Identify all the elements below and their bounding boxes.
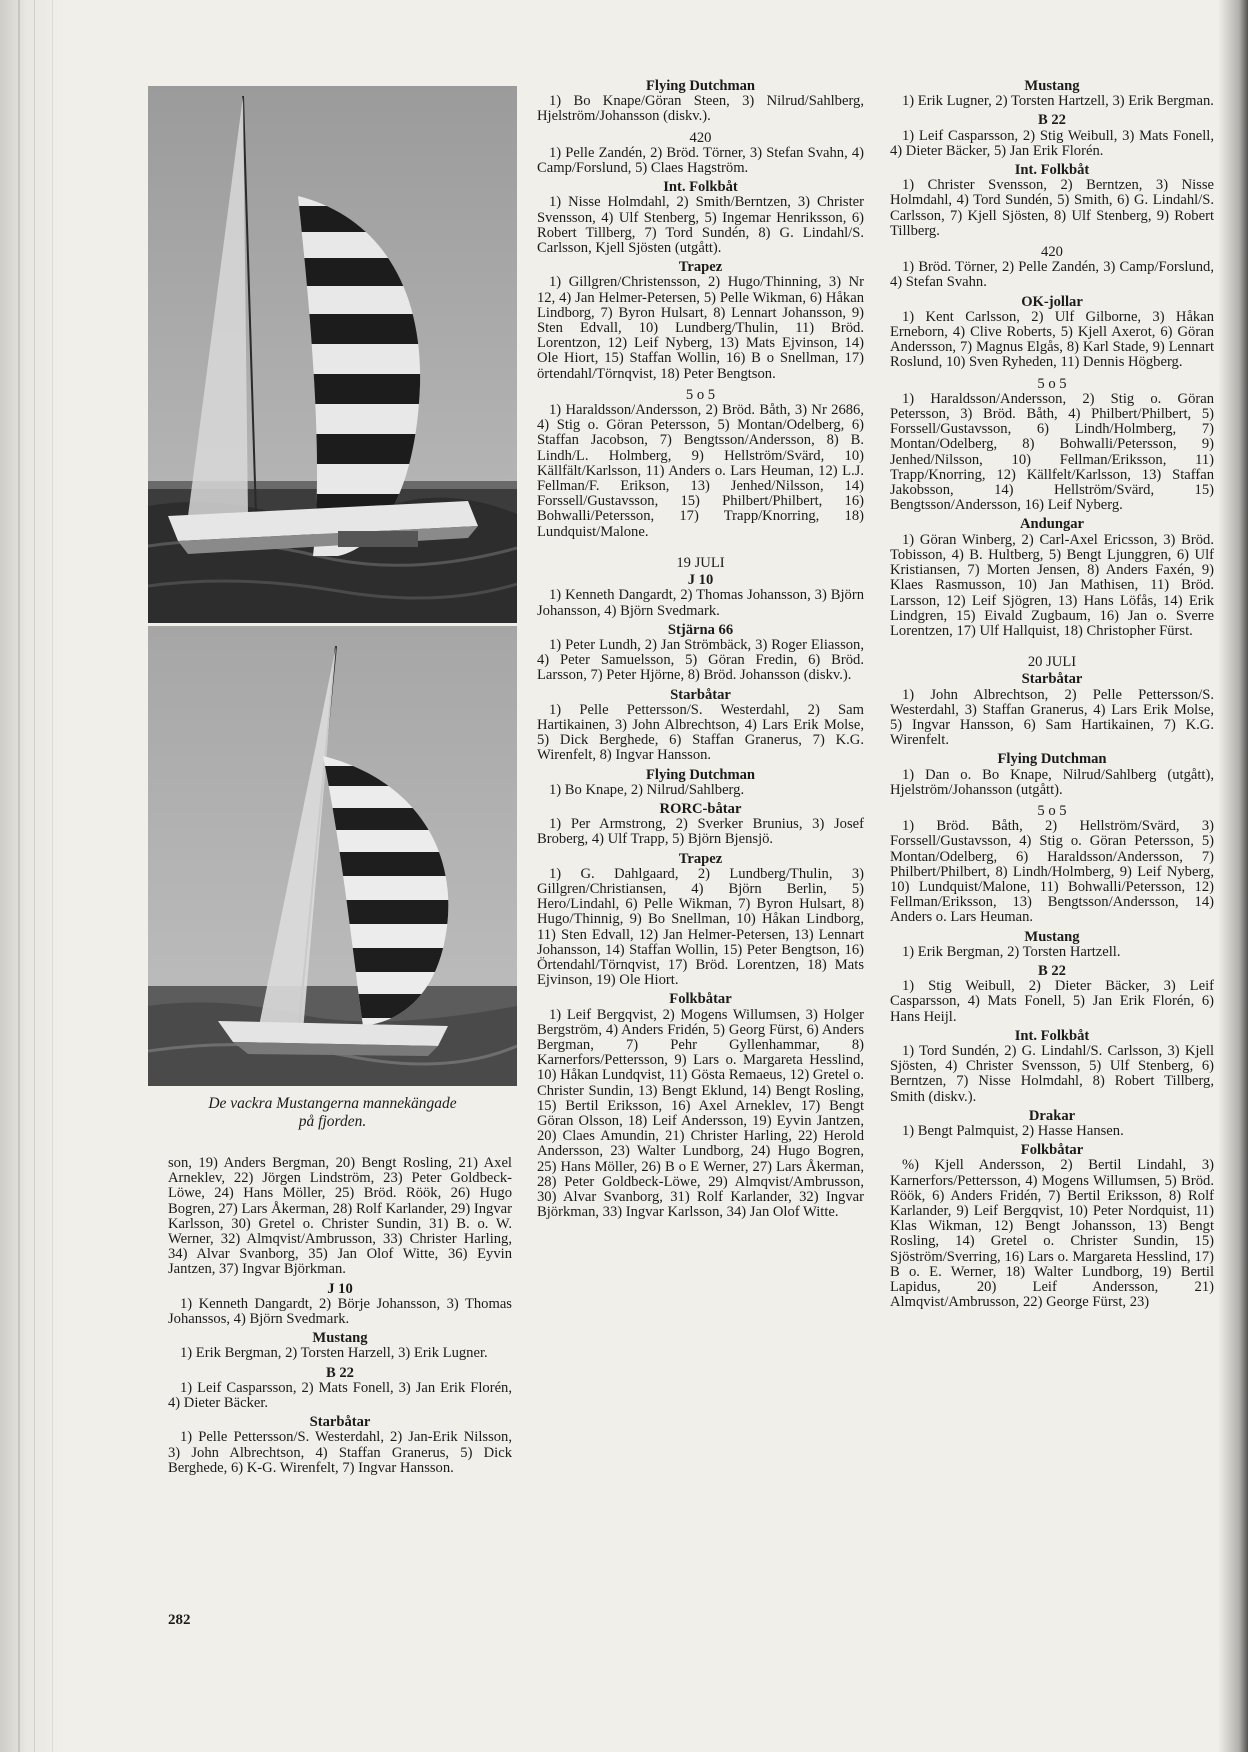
results-paragraph: 1) Peter Lundh, 2) Jan Strömbäck, 3) Roger Eliasson, 4) Peter Samuelsson, 5) Göran Fredin, 6) Bröd. Larsson, 7) Peter Hjörne, 8) Bröd. Johansson (diskv.). [537, 636, 864, 684]
results-paragraph: 1) Gillgren/Christensson, 2) Hugo/Thinning, 3) Nr 12, 4) Jan Helmer-Petersen, 5) Pelle Wikman, 6) Håkan Lindborg, 7) Byron Hulsart, 8) Lennart Johansson, 9) Sten Edvall, 10) Lundberg/Thulin, 11) Bröd. Lorentzon, 12) Leif Nyberg, 13) Mats Ejvinson, 14) Ole Hiort, 15) Staffan Wollin, 16) B o Snellman, 17) örtendahl/Törnqvist, 18) Peter Bengtson. [537, 274, 864, 382]
results-paragraph: 1) Per Armstrong, 2) Sverker Brunius, 3) Josef Broberg, 4) Ulf Trapp, 5) Björn Bjensjö. [537, 816, 864, 848]
results-paragraph: 1) Erik Bergman, 2) Torsten Harzell, 3) Erik Lugner. [180, 1345, 488, 1362]
class-heading: 420 [1041, 244, 1063, 261]
results-paragraph: 1) Bröd. Båth, 2) Hellström/Svärd, 3) Forssell/Gustavsson, 4) Stig o. Göran Petersson, 5) Montan/Odelberg, 6) Haraldsson/Andersson, 7) Philbert/Philbert, 8) Lindh/Holmberg, 9) Leif Nyberg, 10) Lundquist/Malone, 11) Bohwalli/Petersson, 12) Fellman/Eriksson, 13) Bengtsson/Andersson, 14) Anders o. Lars Heuman. [890, 818, 1214, 926]
photo-mustang-spinnaker-bottom [148, 626, 517, 1086]
results-paragraph: 1) Bengt Palmquist, 2) Hasse Hansen. [902, 1123, 1124, 1139]
class-heading: Int. Folkbåt [663, 179, 738, 196]
class-heading: Trapez [678, 850, 723, 867]
results-paragraph: 1) Bo Knape, 2) Nilrud/Sahlberg. [549, 781, 745, 798]
results-paragraph: 1) Bröd. Törner, 2) Pelle Zandén, 3) Camp/Forslund, 4) Stefan Svahn. [890, 259, 1214, 291]
page-number: 282 [168, 1612, 191, 1628]
class-heading: B 22 [1038, 112, 1066, 129]
photo-mustang-spinnaker-top [148, 86, 517, 623]
text-column-1 [168, 1156, 512, 1480]
page-edge-shadow [1218, 0, 1248, 1752]
text-column-3 [890, 77, 1214, 1314]
class-heading: Flying Dutchman [645, 766, 756, 783]
class-heading: OK-jollar [1021, 293, 1083, 310]
results-paragraph: 1) Kenneth Dangardt, 2) Börje Johansson, 3) Thomas Johanssos, 4) Björn Svedmark. [168, 1295, 512, 1328]
class-heading: Drakar [1028, 1107, 1076, 1124]
results-paragraph: 1) Leif Bergqvist, 2) Mogens Willumsen, 3) Holger Bergström, 4) Anders Fridén, 5) Georg Fürst, 6) Anders Bergman, 7) Pehr Gyllenhammar, 8) Karnerfors/Pettersson, 9) Lars o. Margareta Hesslind, 10) Håkan Lundqvist, 11) Gösta Remaeus, 12) Gretel o. Christer Sundin, 13) Bengt Eklund, 14) Bengt Rosling, 15) Bertil Eriksson, 16) Axel Arneklev, 17) Bengt Göran Olsson, 18) Leif Andersson, 19) Eyvin Jantzen, 20) Claes Amundin, 21) Christer Harling, 22) Herold Andersson, 23) Walter Lundborg, 24) Hugo Bogren, 25) Hans Möller, 26) B o E Werner, 27) Lars Åkerman, 28) Peter Goldbeck-Löwe, 29) Almqvist/Ambrusson, 30) Alvar Svanborg, 31) Rolf Karlander, 32) Ingvar Björkman, 33) Ingvar Karlsson, 34) Jan Olof Witte. [537, 1006, 864, 1221]
class-heading: RORC-båtar [659, 800, 742, 817]
class-heading: Starbåtar [670, 686, 731, 703]
class-heading: Flying Dutchman [997, 751, 1107, 768]
results-paragraph: 1) Leif Casparsson, 2) Mats Fonell, 3) Jan Erik Florén, 4) Dieter Bäcker. [168, 1379, 512, 1412]
class-heading: 5 o 5 [1037, 375, 1067, 392]
results-paragraph: 1) Leif Casparsson, 2) Stig Weibull, 3) Mats Fonell, 4) Dieter Bäcker, 5) Jan Erik Florén. [890, 127, 1214, 159]
caption-line-2: på fjorden. [298, 1113, 367, 1130]
results-paragraph: 1) Bo Knape/Göran Steen, 3) Nilrud/Sahlberg, Hjelström/Johansson (diskv.). [537, 93, 864, 125]
results-paragraph: 1) Erik Bergman, 2) Torsten Hartzell. [902, 943, 1121, 960]
results-paragraph: 1) Pelle Pettersson/S. Westerdahl, 2) Jan-Erik Nilsson, 3) John Albrechtson, 4) Staffan Granerus, 5) Dick Berghede, 6) K-G. Wirenfelt, 7) Ingvar Hansson. [168, 1429, 512, 1476]
results-paragraph: son, 19) Anders Bergman, 20) Bengt Rosling, 21) Axel Arneklev, 22) Jörgen Lindström, 23) Peter Goldbeck-Löwe, 24) Hans Möller, 25) Bröd. Röök, 26) Hugo Bogren, 27) Lars Åkerman, 28) Rolf Karlander, 29) Ingvar Karlsson, 30) Gretel o. Christer Sundin, 31) B. o. W. Werner, 32) Almqvist/Ambrusson, 33) Christer Harling, 34) Alvar Svanborg, 35) Jan Olof Witte, 36) Eyvin Jantzen, 37) Ingvar Björkman. [168, 1155, 512, 1278]
class-heading: J 10 [327, 1280, 353, 1297]
results-paragraph: 1) Dan o. Bo Knape, Nilrud/Sahlberg (utgått), Hjelström/Johansson (utgått). [890, 766, 1214, 798]
results-paragraph: 1) Nisse Holmdahl, 2) Smith/Berntzen, 3) Christer Svensson, 4) Ulf Stenberg, 5) Ingemar Henriksson, 6) Robert Tillberg, 7) Tord Sundén, 8) G. Lindahl/S. Carlsson, Kjell Sjösten (utgått). [537, 194, 864, 257]
caption-line-1: De vackra Mustangerna mannekängade [208, 1095, 457, 1112]
class-heading: 5 o 5 [685, 386, 716, 403]
results-paragraph: 1) John Albrechtson, 2) Pelle Pettersson/S. Westerdahl, 3) Staffan Granerus, 4) Lars Erik Molse, 5) Ingvar Hansson, 6) Sam Hartikainen, 7) K.G. Wirenfelt. [890, 686, 1214, 749]
class-heading: B 22 [1038, 962, 1066, 979]
results-paragraph: 1) Pelle Zandén, 2) Bröd. Törner, 3) Stefan Svahn, 4) Camp/Forslund, 5) Claes Hagström. [537, 144, 864, 177]
class-heading: Folkbåtar [669, 991, 732, 1008]
class-heading: Folkbåtar [1020, 1142, 1084, 1159]
class-heading: Mustang [312, 1330, 368, 1347]
class-heading: Stjärna 66 [667, 621, 734, 638]
date-heading: 20 JULI [1027, 654, 1077, 671]
results-paragraph: 1) Christer Svensson, 2) Berntzen, 3) Nisse Holmdahl, 4) Tord Sundén, 5) Smith, 6) G. Lindahl/S. Carlsson, 7) Kjell Sjösten, 8) Ulf Stenberg, 9) Robert Tillberg. [890, 177, 1214, 239]
results-paragraph: 1) Kenneth Dangardt, 2) Thomas Johansson, 3) Björn Johansson, 4) Björn Svedmark. [537, 587, 864, 619]
results-paragraph: 1) Göran Winberg, 2) Carl-Axel Ericsson, 3) Bröd. Tobisson, 4) B. Hultberg, 5) Bengt Ljunggren, 6) Ulf Kristiansen, 7) Morten Jensen, 8) Anders Faxén, 9) Klaes Rasmusson, 10) Jan Mathisen, 11) Bröd. Larsson, 12) Leif Sjögren, 13) Hans Löfås, 14) Erik Lindgren, 15) Eivald Zugbaum, 16) Jan o. Sverre Lorentzen, 17) Ulf Hallquist, 18) Christopher Fürst. [890, 531, 1214, 639]
class-heading: B 22 [326, 1364, 354, 1381]
results-paragraph: 1) Erik Lugner, 2) Torsten Hartzell, 3) Erik Bergman. [902, 93, 1214, 110]
class-heading: 5 o 5 [1037, 802, 1067, 819]
class-heading: Flying Dutchman [645, 78, 756, 94]
class-heading: 420 [689, 129, 712, 146]
class-heading: Trapez [678, 259, 723, 276]
class-heading: Mustang [1024, 78, 1080, 94]
class-heading: Int. Folkbåt [1014, 1027, 1090, 1044]
class-heading: Andungar [1019, 516, 1085, 533]
results-paragraph: 1) Haraldsson/Andersson, 2) Stig o. Göran Petersson, 3) Bröd. Båth, 4) Philbert/Philbert, 5) Forssell/Gustavsson, 6) Lindh/Holmberg, 7) Montan/Odelberg, 8) Bohwalli/Petersson, 9) Jenhed/Nilsson, 10) Fellman/Eriksson, 11) Trapp/Knorring, 12) Källfelt/Karlsson, 13) Staffan Jakobsson, 14) Hellström/Svärd, 15) Bengtsson/Andersson, 16) Leif Nyberg. [890, 390, 1214, 514]
results-paragraph: 1) Stig Weibull, 2) Dieter Bäcker, 3) Leif Casparsson, 4) Mats Fonell, 5) Jan Erik Florén, 6) Hans Heijl. [890, 978, 1214, 1025]
class-heading: J 10 [687, 572, 714, 589]
class-heading: Int. Folkbåt [1014, 162, 1090, 179]
results-paragraph: 1) Tord Sundén, 2) G. Lindahl/S. Carlsson, 3) Kjell Sjösten, 4) Christer Svensson, 5) Ulf Stenberg, 6) Berntzen, 7) Nisse Holmdahl, 8) Robert Tillberg, Smith (diskv.). [890, 1042, 1214, 1105]
photo-caption [148, 1095, 517, 1131]
results-paragraph: 1) Haraldsson/Andersson, 2) Bröd. Båth, 3) Nr 2686, 4) Stig o. Göran Petersson, 5) Montan/Odelberg, 6) Staffan Jacobson, 7) Bengtsson/Andersson, 8) B. Lindh/L. Holmberg, 9) Hellström/Svärd, 10) Källfält/Karlsson, 11) Anders o. Lars Heuman, 12) L.J. Fellman/F. Erikson, 13) Jenhed/Nilsson, 14) Forssell/Gustavsson, 15) Philbert/Philbert, 16) Bohwalli/Petersson, 17) Trapp/Knorring, 18) Lundquist/Malone. [537, 402, 864, 540]
results-paragraph: 1) Pelle Pettersson/S. Westerdahl, 2) Sam Hartikainen, 3) John Albrechtson, 4) Lars Erik Molse, 5) Dick Berghede, 6) Staffan Granerus, 7) K.G. Wirenfelt, 8) Ingvar Hansson. [537, 701, 864, 764]
book-binding-shadow [0, 0, 66, 1752]
class-heading: Starbåtar [309, 1414, 371, 1431]
results-paragraph: 1) G. Dahlgaard, 2) Lundberg/Thulin, 3) Gillgren/Christiansen, 4) Björn Berlin, 5) Hero/Lindahl, 6) Pelle Wikman, 7) Byron Hulsart, 8) Hugo/Thinnig, 9) Bo Snellman, 10) Håkan Lindborg, 11) Sten Edvall, 12) Jan Helmer-Petersen, 13) Lennart Johansson, 14) Staffan Wollin, 15) Peter Bengtson, 16) Örtendahl/Törnqvist, 17) Bröd. Lorentzen, 18) Mats Ejvinson, 19) Ole Hiort. [537, 865, 864, 989]
date-heading: 19 JULI [676, 554, 725, 571]
results-paragraph: 1) Kent Carlsson, 2) Ulf Gilborne, 3) Håkan Erneborn, 4) Clive Roberts, 5) Kjell Axerot, 6) Göran Andersson, 7) Magnus Elgås, 8) Karl Stade, 9) Lennart Roslund, 10) Sven Ryheden, 11) Dennis Högberg. [890, 308, 1214, 371]
results-paragraph: %) Kjell Andersson, 2) Bertil Lindahl, 3) Karnerfors/Pettersson, 4) Mogens Willumsen, 5) Bröd. Röök, 6) Anders Fridén, 7) Bertil Eriksson, 8) Rolf Karlander, 9) Leif Bergqvist, 10) Peter Nordquist, 11) Klas Wikman, 12) Bengt Johansson, 13) Bengt Rosling, 14) Gretel o. Christer Sundin, 15) Sjöström/Sverring, 16) Lars o. Margareta Hesslind, 17) B o. E. Werner, 18) Walter Lundborg, 19) Bertil Lapidus, 20) Leif Andersson, 21) Almqvist/Ambrusson, 22) George Fürst, 23) [890, 1157, 1214, 1311]
text-column-2 [537, 77, 864, 1224]
class-heading: Mustang [1024, 928, 1080, 945]
class-heading: Starbåtar [1021, 671, 1083, 688]
